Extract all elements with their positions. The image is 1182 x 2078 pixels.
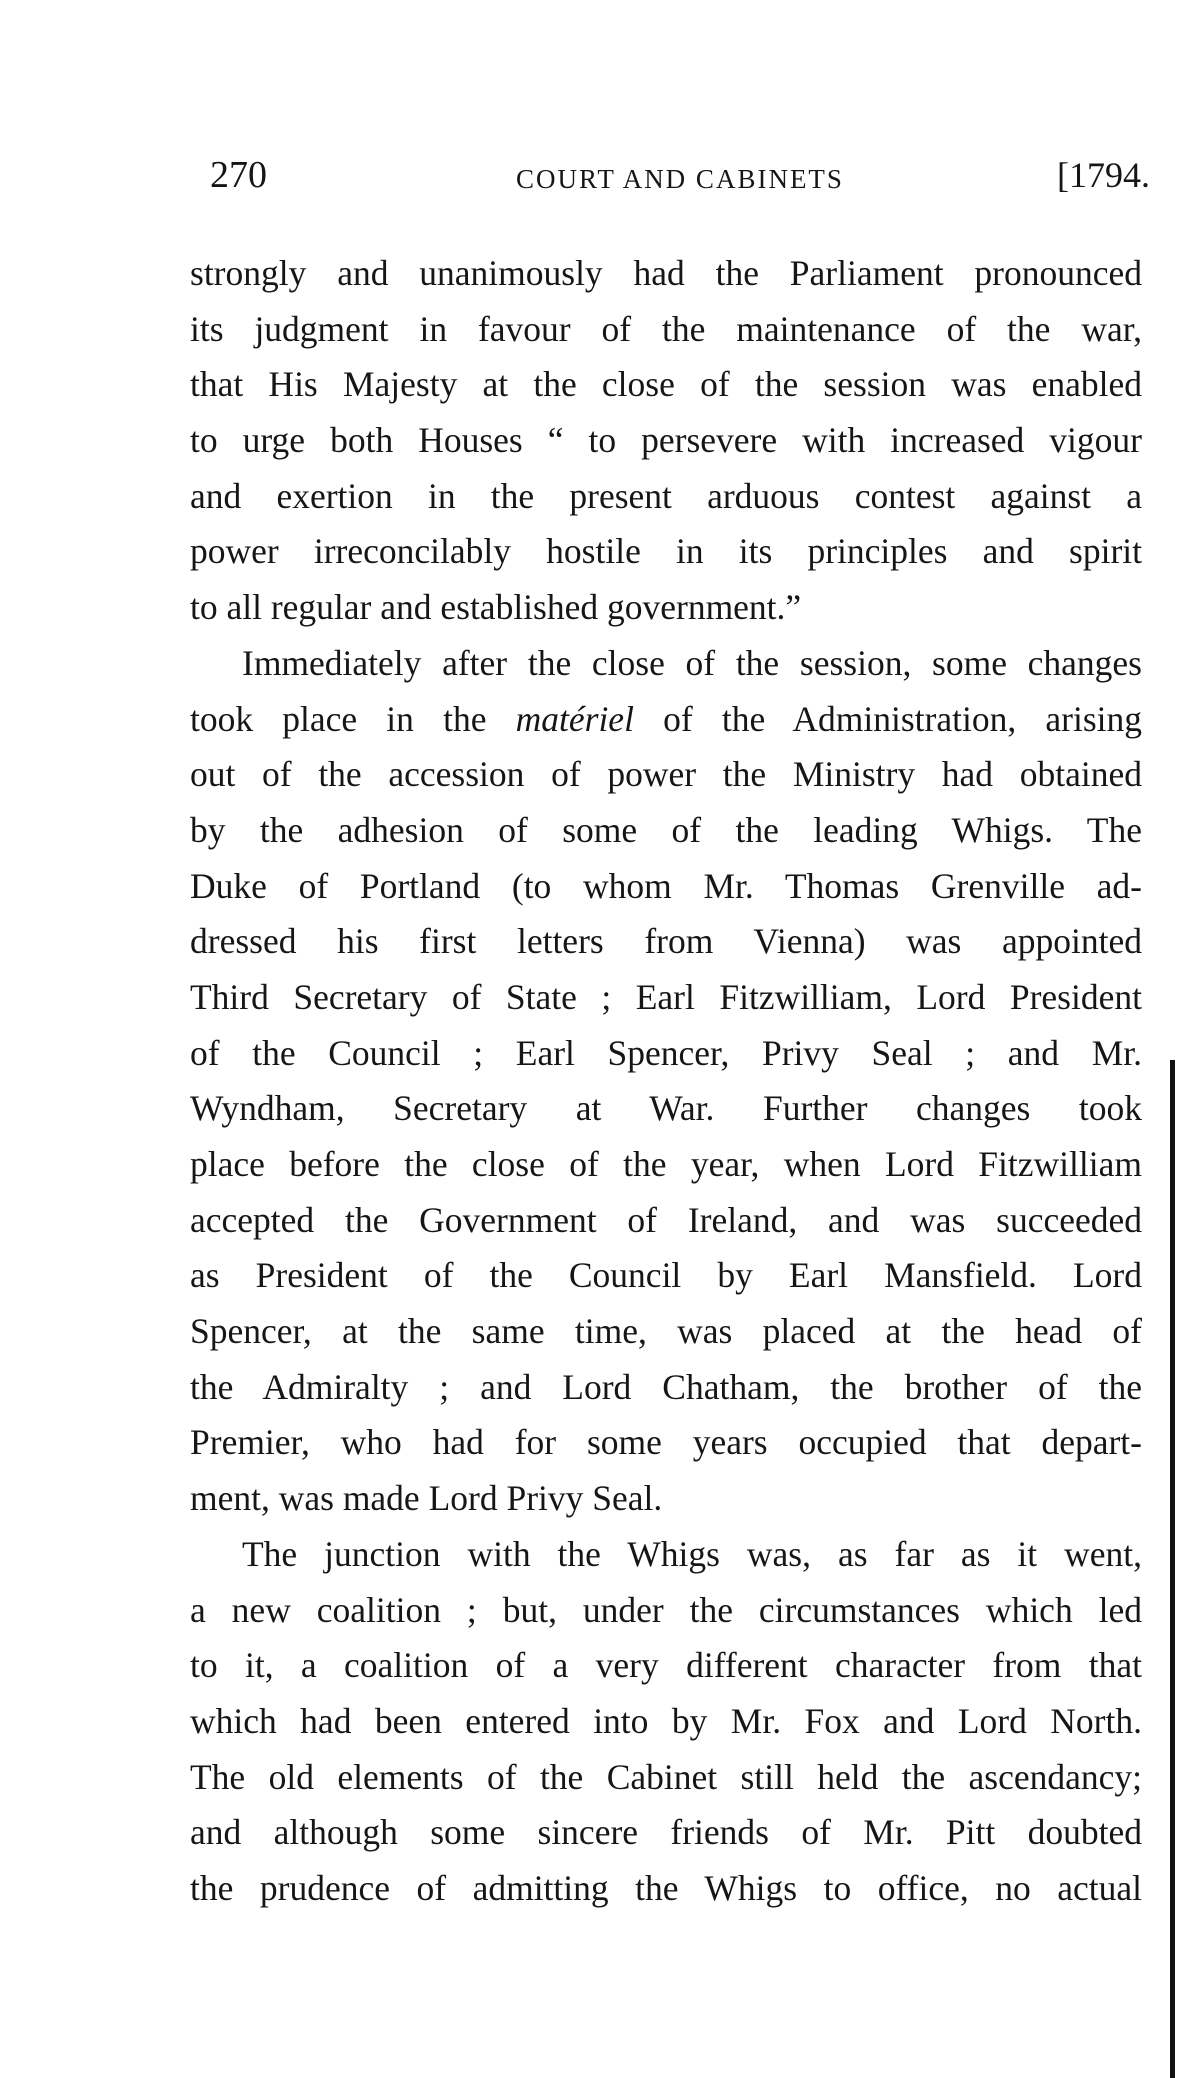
text-line: and exertion in the present arduous contest against a bbox=[190, 475, 1142, 516]
text-line: strongly and unanimously had the Parliament pronounced bbox=[190, 253, 1142, 293]
text-line-with-italic bbox=[190, 692, 1142, 748]
text-line: Immediately after the close of the session, some changes bbox=[242, 642, 1142, 683]
text-line: place before the close of the year, when Lord Fitzwilliam bbox=[190, 1144, 1142, 1184]
text-line: Spencer, at the same time, was placed at the head of bbox=[190, 1311, 1142, 1352]
text-line: Wyndham, Secretary at War. Further changes took bbox=[190, 1088, 1142, 1129]
text-fragment: took place in the bbox=[190, 698, 516, 739]
text-line: The old elements of the Cabinet still held the ascendancy; bbox=[190, 1756, 1142, 1797]
italic-word: matériel bbox=[515, 698, 634, 739]
year-mark: [1794. bbox=[1057, 155, 1150, 195]
text-line: dressed his first letters from Vienna) was appointed bbox=[190, 921, 1142, 962]
text-line: Duke of Portland (to whom Mr. Thomas Grenville ad- bbox=[190, 865, 1142, 906]
text-line: that His Majesty at the close of the session was enabled bbox=[190, 364, 1142, 405]
paragraph-3 bbox=[190, 1527, 1142, 1917]
text-line: the Admiralty ; and Lord Chatham, the brother of the bbox=[190, 1366, 1142, 1407]
text-line: a new coalition ; but, under the circumstances which led bbox=[190, 1589, 1142, 1630]
text-line: The junction with the Whigs was, as far as it went, bbox=[242, 1533, 1142, 1574]
paragraph-1 bbox=[190, 246, 1142, 636]
text-line: and although some sincere friends of Mr. Pitt doubted bbox=[190, 1812, 1142, 1853]
page-number: 270 bbox=[210, 154, 267, 196]
page-header bbox=[210, 150, 1150, 200]
text-line: to it, a coalition of a very different character from that bbox=[190, 1645, 1142, 1686]
text-line: by the adhesion of some of the leading Whigs. The bbox=[190, 809, 1142, 850]
text-line: ment, was made Lord Privy Seal. bbox=[190, 1478, 663, 1519]
text-line: the prudence of admitting the Whigs to office, no actual bbox=[190, 1867, 1142, 1908]
running-title: COURT AND CABINETS bbox=[516, 164, 844, 194]
text-line: Premier, who had for some years occupied that depart- bbox=[190, 1422, 1142, 1463]
text-line: to all regular and established government.” bbox=[190, 587, 802, 628]
text-line: which had been entered into by Mr. Fox and Lord North. bbox=[190, 1700, 1142, 1741]
text-fragment: of the Administration, arising bbox=[633, 698, 1143, 739]
text-line: Third Secretary of State ; Earl Fitzwilliam, Lord President bbox=[190, 976, 1142, 1017]
text-line: of the Council ; Earl Spencer, Privy Seal ; and Mr. bbox=[190, 1032, 1142, 1073]
text-line: its judgment in favour of the maintenance of the war, bbox=[190, 308, 1142, 349]
text-line: power irreconcilably hostile in its principles and spirit bbox=[190, 531, 1142, 572]
text-line: to urge both Houses “ to persevere with increased vigour bbox=[190, 420, 1142, 461]
text-line: as President of the Council by Earl Mansfield. Lord bbox=[190, 1255, 1142, 1296]
text-line: accepted the Government of Ireland, and was succeeded bbox=[190, 1199, 1142, 1240]
scan-edge-shadow bbox=[1170, 1060, 1175, 2078]
paragraph-2 bbox=[190, 636, 1142, 1527]
body-text bbox=[190, 246, 1142, 1917]
text-line: out of the accession of power the Ministry had obtained bbox=[190, 754, 1142, 795]
